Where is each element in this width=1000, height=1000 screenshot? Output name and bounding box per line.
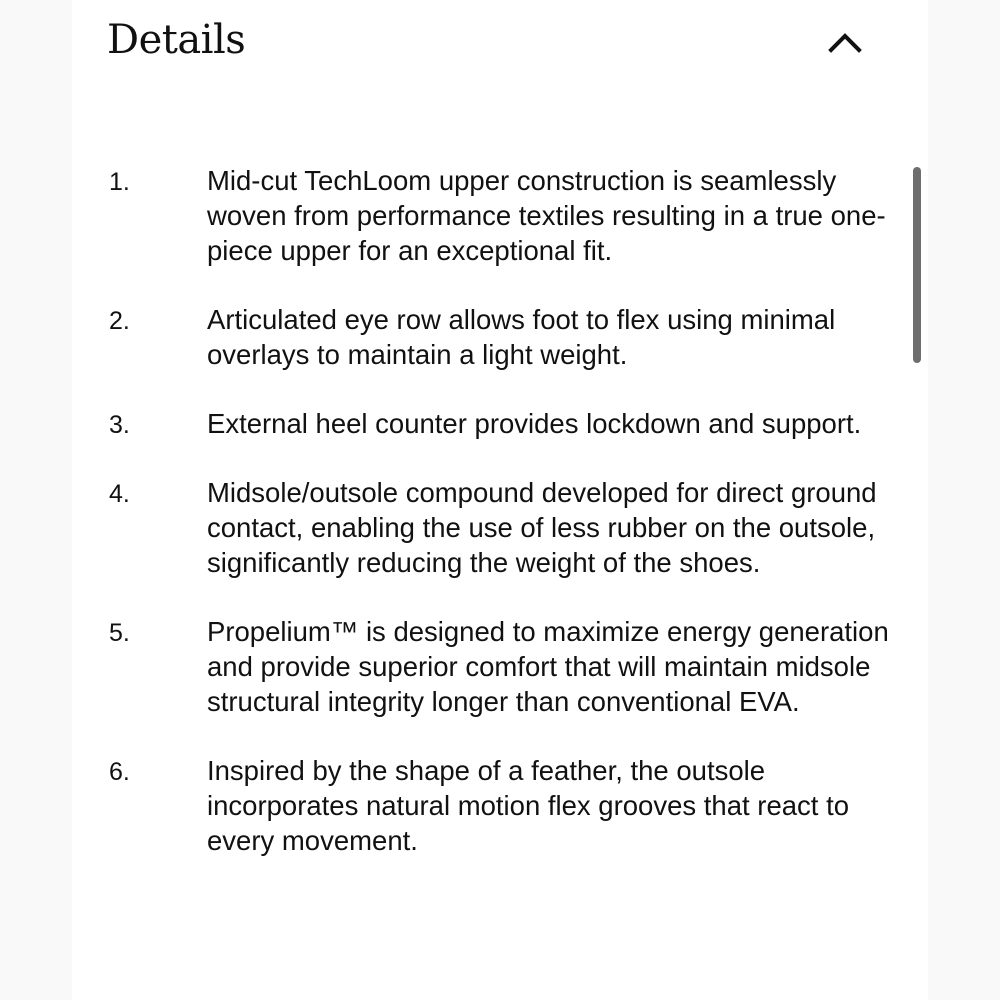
details-list — [107, 163, 907, 892]
list-item-text: Midsole/outsole compound developed for direct ground contact, enabling the use of less rubber on the outsole, significantly reducing the weight of the shoes. — [207, 477, 877, 578]
list-item-number: 6. — [109, 758, 130, 786]
list-item — [107, 302, 907, 372]
list-item-text: Articulated eye row allows foot to flex using minimal overlays to maintain a light weight. — [207, 304, 836, 370]
chevron-up-icon — [828, 31, 862, 53]
list-item-number: 4. — [109, 480, 130, 508]
list-item — [107, 614, 907, 719]
list-item-number: 5. — [109, 619, 130, 647]
collapse-toggle-button[interactable] — [823, 20, 867, 64]
details-title: Details — [107, 17, 246, 63]
list-item — [107, 406, 907, 441]
scrollbar-thumb[interactable] — [913, 167, 921, 363]
list-item-text: Inspired by the shape of a feather, the outsole incorporates natural motion flex grooves that react to every movement. — [207, 755, 850, 856]
details-header[interactable] — [107, 14, 867, 70]
list-item-number: 2. — [109, 307, 130, 335]
list-item-text: External heel counter provides lockdown and support. — [207, 408, 862, 439]
list-item — [107, 753, 907, 858]
list-item — [107, 163, 907, 268]
list-item-number: 1. — [109, 168, 130, 196]
list-item-number: 3. — [109, 411, 130, 439]
list-item-text: Mid-cut TechLoom upper construction is seamlessly woven from performance textiles resulting in a true one-piece upper for an exceptional fit. — [207, 165, 886, 266]
list-item-text: Propelium™ is designed to maximize energy generation and provide superior comfort that will maintain midsole structural integrity longer than conventional EVA. — [207, 616, 889, 717]
list-item — [107, 475, 907, 580]
